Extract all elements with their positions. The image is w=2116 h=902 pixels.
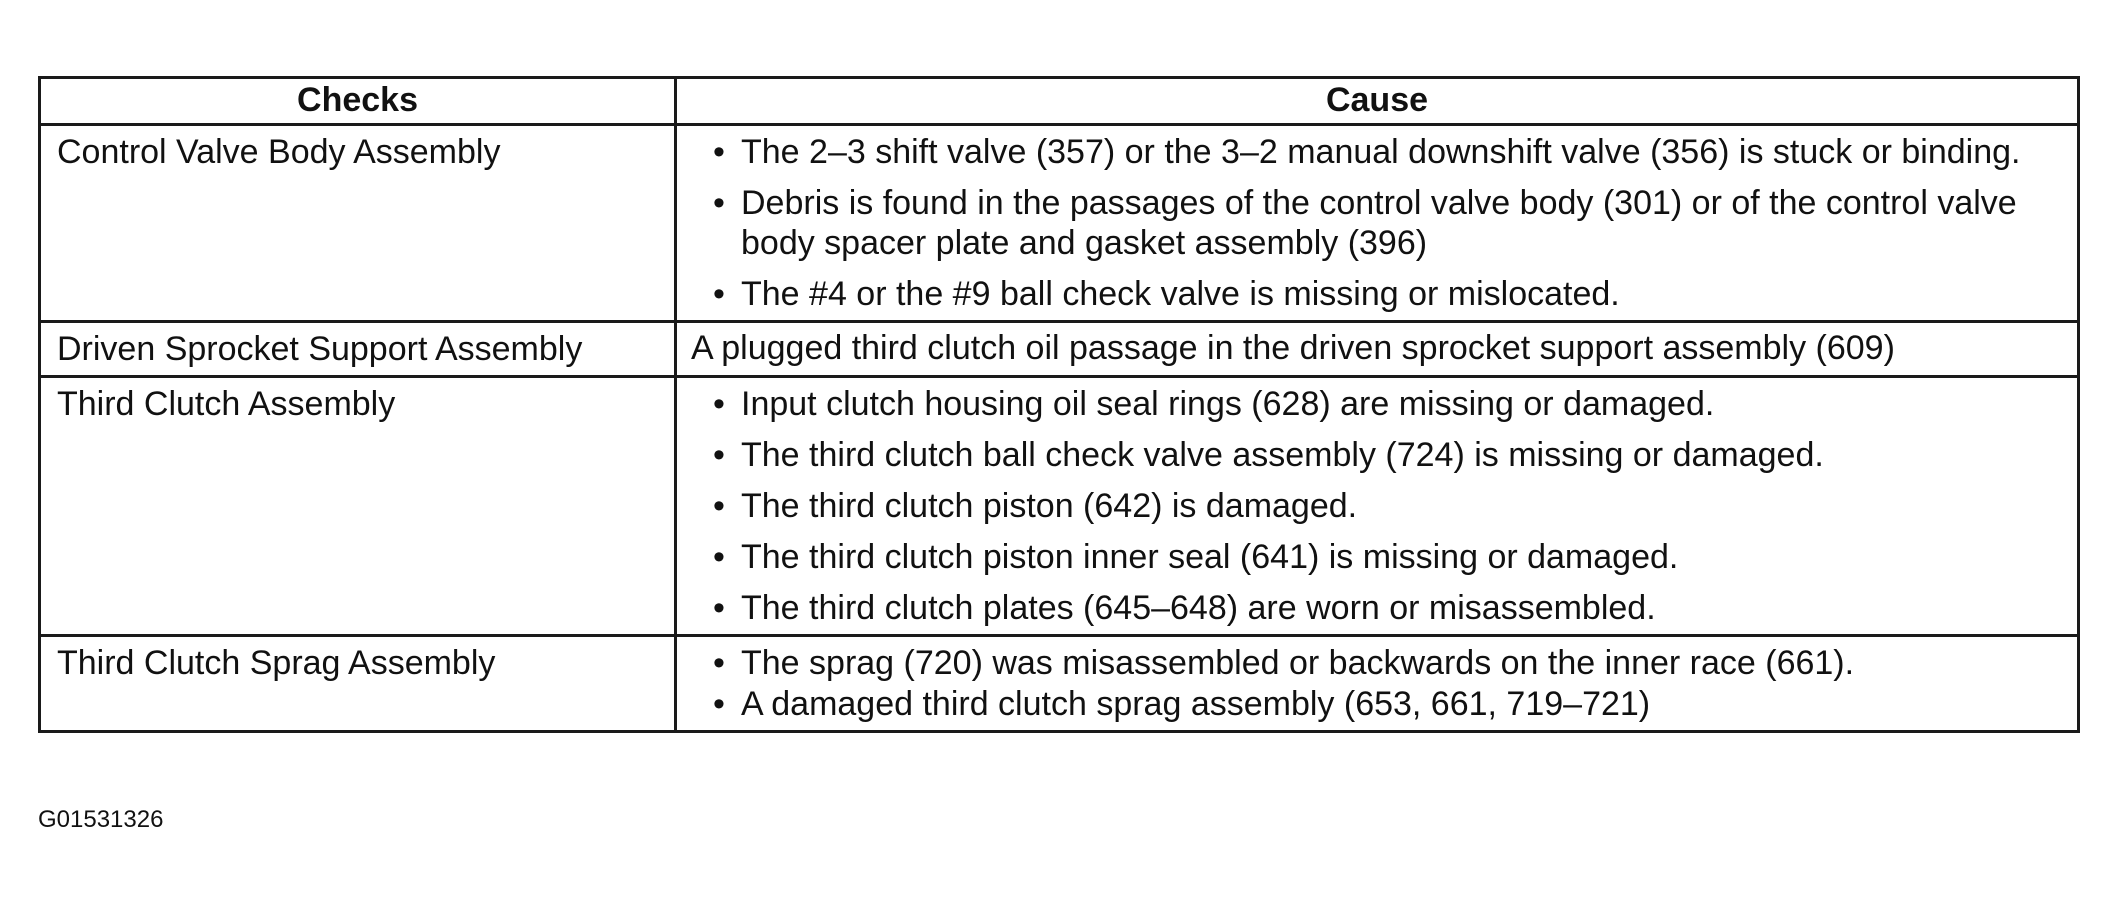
table-header-row [40, 78, 2079, 125]
cause-item [691, 435, 2063, 475]
cause-cell [676, 377, 2079, 636]
bullet-icon: • [713, 589, 725, 627]
cause-text: The third clutch piston inner seal (641) is missing or damaged. [741, 538, 1679, 576]
table-row [40, 377, 2079, 636]
bullet-icon: • [713, 133, 725, 171]
cause-list [691, 643, 2063, 724]
check-cell: Third Clutch Sprag Assembly [40, 636, 676, 732]
table-row [40, 636, 2079, 732]
cause-text: Input clutch housing oil seal rings (628) are missing or damaged. [741, 385, 1715, 423]
cause-text: Debris is found in the passages of the control valve body (301) or of the control valve body spacer plate and gasket assembly (396) [741, 184, 2017, 262]
header-cause: Cause [676, 78, 2079, 125]
cause-cell [676, 636, 2079, 732]
cause-item [691, 132, 2063, 172]
header-checks: Checks [40, 78, 676, 125]
check-cell: Driven Sprocket Support Assembly [40, 322, 676, 377]
cause-list [691, 384, 2063, 628]
cause-text: The sprag (720) was misassembled or backwards on the inner race (661). [741, 644, 1855, 682]
cause-item [691, 384, 2063, 424]
cause-text: The third clutch piston (642) is damaged. [741, 487, 1358, 525]
bullet-icon: • [713, 436, 725, 474]
cause-item [691, 486, 2063, 526]
table-row [40, 125, 2079, 322]
figure-code: G01531326 [38, 806, 164, 833]
table-row [40, 322, 2079, 377]
bullet-icon: • [713, 184, 725, 222]
cause-item [691, 274, 2063, 314]
cause-item [691, 643, 2063, 683]
cause-item [691, 537, 2063, 577]
cause-cell [676, 125, 2079, 322]
diagnostic-table [38, 76, 2080, 733]
cause-list [691, 132, 2063, 314]
cause-item [691, 684, 2063, 724]
bullet-icon: • [713, 644, 725, 682]
bullet-icon: • [713, 487, 725, 525]
bullet-icon: • [713, 275, 725, 313]
cause-text: A damaged third clutch sprag assembly (653, 661, 719–721) [741, 685, 1651, 723]
cause-item [691, 588, 2063, 628]
bullet-icon: • [713, 685, 725, 723]
cause-cell: A plugged third clutch oil passage in the driven sprocket support assembly (609) [676, 322, 2079, 377]
bullet-icon: • [713, 385, 725, 423]
bullet-icon: • [713, 538, 725, 576]
cause-text: The third clutch plates (645–648) are worn or misassembled. [741, 589, 1656, 627]
check-cell: Control Valve Body Assembly [40, 125, 676, 322]
cause-text: The #4 or the #9 ball check valve is missing or mislocated. [741, 275, 1620, 313]
cause-text: The third clutch ball check valve assembly (724) is missing or damaged. [741, 436, 1824, 474]
cause-text: The 2–3 shift valve (357) or the 3–2 manual downshift valve (356) is stuck or binding. [741, 133, 2021, 171]
cause-item [691, 183, 2063, 263]
check-cell: Third Clutch Assembly [40, 377, 676, 636]
